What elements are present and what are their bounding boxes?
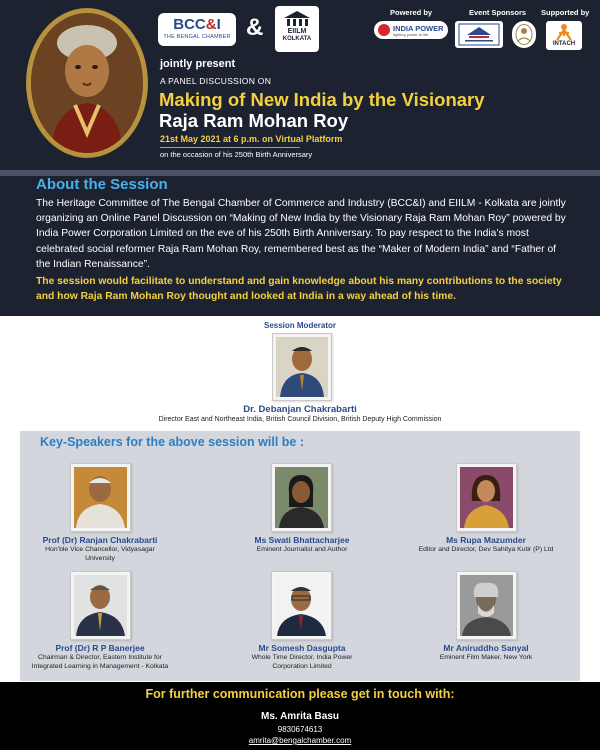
divider [160,147,300,148]
portrait-frame [26,8,148,158]
india-power-logo [374,21,448,39]
footer-heading: For further communication please get in touch with: [145,687,455,701]
event-occasion: on the occasion of his 250th Birth Anniversary [160,150,313,159]
speaker-photo [456,463,517,532]
contact-name: Ms. Amrita Basu [261,711,339,722]
speaker-photo [70,463,131,532]
speaker-role: Eminent Film Maker, New York [439,654,533,661]
eiilm-logo-text: EIILM [287,28,307,35]
bcc-logo [158,13,236,46]
speaker-role: Editor and Director, Dev Sahitya Kutir (P) Ltd [418,546,554,553]
speaker-name: Prof (Dr) Ranjan Chakrabarti [42,535,158,545]
bcc-logo-mark: BCC&I [173,16,221,33]
speaker-role: Hon’ble Vice Chancellor, Vidyasagar University [45,546,155,562]
event-title-line2: Raja Ram Mohan Roy [159,110,349,131]
powered-by-label: Powered by [390,8,433,17]
contact-phone: 9830674613 [277,725,323,734]
intach-logo-text: INTACH [552,41,576,47]
portrait-raja-ram-mohan-roy [31,13,143,153]
speaker-photo [271,571,332,640]
speaker-name: Mr Aniruddho Sanyal [443,643,529,653]
speaker-role: Eminent Journalist and Author [256,546,348,553]
eiilm-logo-city: KOLKATA [282,36,312,42]
event-datetime: 21st May 2021 at 6 p.m. on Virtual Platform [160,134,343,144]
event-title-line1: Making of New India by the Visionary [159,89,485,110]
speaker-photo [70,571,131,640]
speaker-name: Ms Rupa Mazumder [446,535,526,545]
about-paragraph-2: The session would facilitate to understand and gain knowledge about his many contributions to the society and how Raja Ram Mohan Roy thought and looked at India in a way ahead of his time. [36,276,562,303]
moderator-role: Director East and Northeast India, British Council Division, British Deputy High Commission [158,416,442,423]
jointly-present: jointly present [160,58,236,70]
event-sponsors-label: Event Sponsors [469,8,527,17]
speaker-role: Whole Time Director, India Power Corporation Limited [251,654,353,670]
moderator-label: Session Moderator [263,321,336,330]
speakers-heading: Key-Speakers for the above session will be : [40,435,304,449]
eiilm-logo [275,6,319,52]
heritage-logo [512,21,536,48]
speaker-name: Ms Swati Bhattacharjee [254,535,350,545]
panel-label: A PANEL DISCUSSION ON [160,76,272,86]
india-power-icon [378,24,390,36]
india-power-tagline: lighting power to life [393,32,429,37]
india-power-name: INDIA POWER [393,24,444,33]
moderator-photo [272,333,332,401]
speaker-role: Chairman & Director, Eastern Institute for Integrated Learning in Management - Kolkata [31,654,169,670]
speaker-photo [271,463,332,532]
intach-logo [546,21,582,50]
supported-by-label: Supported by [541,8,590,17]
about-paragraph-1: The Heritage Committee of The Bengal Chamber of Commerce and Industry (BCC&I) and EIILM - Kolkata are jointly organizing an Online Panel Discussion on “Making of New India by the Visionary Raja Ram Mohan Roy” powered by India Power Corporation Limited on the eve of his 250th Birth Anniversary. To pay respect to the India’s most celebrated social reformer Raja Ram Mohan Roy, remembered best as the “Maker of Modern India” and “Father of the Indian Renaissance”. [36,198,566,270]
about-heading: About the Session [36,176,168,193]
speaker-name: Prof (Dr) R P Banerjee [55,643,145,653]
speaker-photo [456,571,517,640]
speaker-name: Mr Somesh Dasgupta [258,643,346,653]
join-ampersand: & [246,14,264,41]
eiilm-sponsor-logo [455,21,503,48]
moderator-name: Dr. Debanjan Chakrabarti [243,404,357,415]
contact-email-link[interactable]: amrita@bengalchamber.com [248,736,352,745]
bcc-logo-sub: THE BENGAL CHAMBER [163,34,231,40]
